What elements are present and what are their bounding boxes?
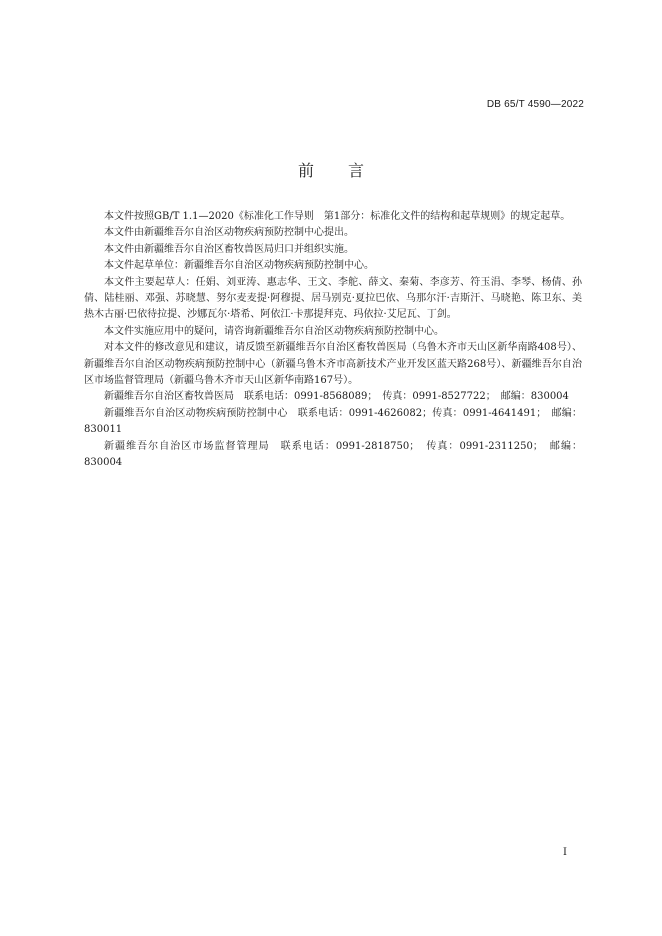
paragraph-inquiry: 本文件实施应用中的疑问，请咨询新疆维吾尔自治区动物疾病预防控制中心。 bbox=[104, 325, 444, 337]
contact-livestock-bureau: 新疆维吾尔自治区畜牧兽医局 联系电话：0991-8568089； 传真：0991-8527722； 邮编：830004 bbox=[104, 391, 569, 403]
paragraph-drafters: 本文件主要起草人：任娟、刘亚涛、惠志华、王文、李舵、薛文、秦菊、李彦芳、符玉涓、李琴、杨倩、孙倩、陆桂丽、邓强、苏晓慧、努尔麦麦提·阿穆提、居马别克·夏拉巴依、乌那尔汗·吉斯汗、马晓艳、陈卫东、美热木古丽·巴依待拉提、沙娜瓦尔·塔希、阿依江·卡那提拜克、玛依拉·艾尼瓦、丁剑。 bbox=[84, 276, 582, 321]
page-number: I bbox=[563, 847, 567, 858]
foreword-body bbox=[84, 209, 582, 472]
paragraph-drafting-unit: 本文件起草单位：新疆维吾尔自治区动物疾病预防控制中心。 bbox=[104, 260, 374, 272]
contact-market-supervision: 新疆维吾尔自治区市场监督管理局 联系电话：0991-2818750； 传真：0991-2311250； 邮编：830004 bbox=[84, 440, 582, 469]
standard-code: DB 65/T 4590—2022 bbox=[486, 99, 584, 110]
contact-disease-control-center: 新疆维吾尔自治区动物疾病预防控制中心 联系电话：0991-4626082；传真：0991-4641491； 邮编：830011 bbox=[84, 407, 582, 436]
paragraph-proposer: 本文件由新疆维吾尔自治区动物疾病预防控制中心提出。 bbox=[104, 227, 354, 239]
paragraph-feedback: 对本文件的修改意见和建议，请反馈至新疆维吾尔自治区畜牧兽医局（乌鲁木齐市天山区新华南路408号）、新疆维吾尔自治区动物疾病预防控制中心（新疆乌鲁木齐市高新技术产业开发区蓝天路268号）、新疆维吾尔自治区市场监督管理局（新疆乌鲁木齐市天山区新华南路167号）。 bbox=[84, 342, 582, 387]
page-title: 前言 bbox=[297, 161, 398, 180]
paragraph-administrator: 本文件由新疆维吾尔自治区畜牧兽医局归口并组织实施。 bbox=[104, 243, 354, 255]
paragraph-drafting-rules: 本文件按照GB/T 1.1—2020《标准化工作导则 第1部分：标准化文件的结构和起草规则》的规定起草。 bbox=[104, 211, 571, 222]
